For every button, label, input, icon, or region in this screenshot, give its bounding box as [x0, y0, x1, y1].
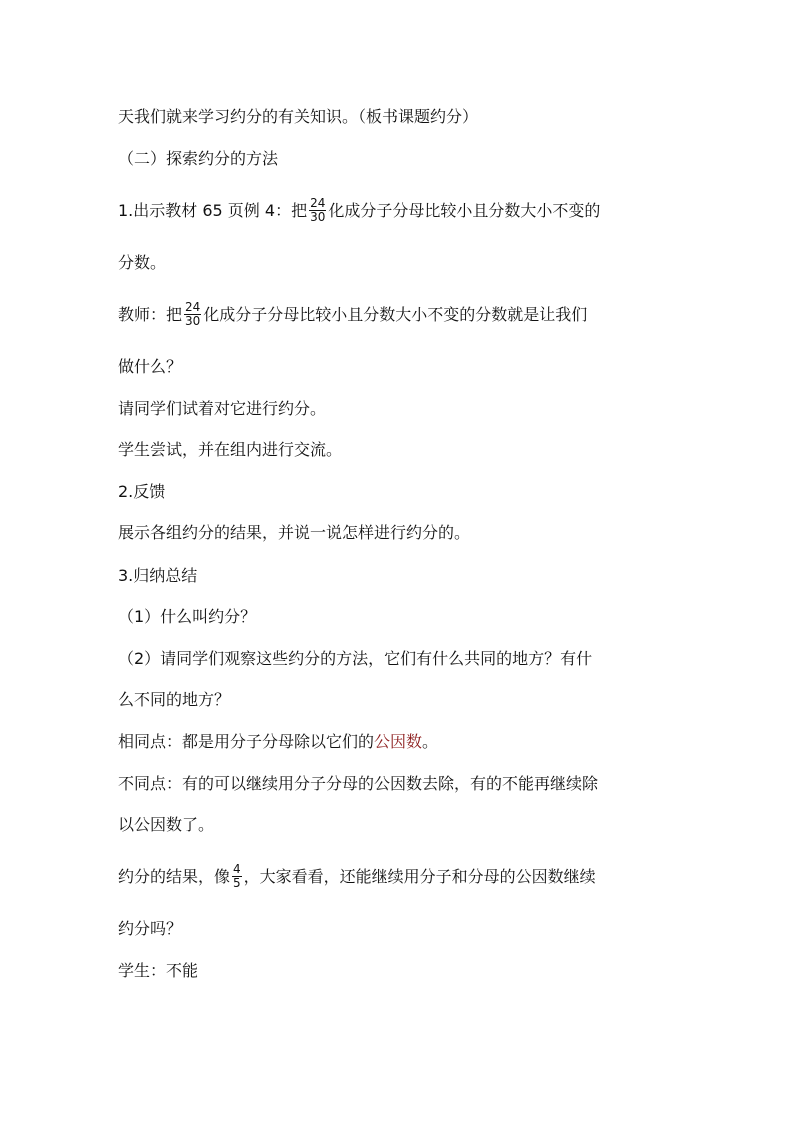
fraction-denominator: 30 [310, 210, 326, 224]
similarity-end: 。 [422, 732, 439, 751]
example-prompt-lead: 1.出示教材 65 页例 4：把 [118, 201, 308, 220]
result-question-continued: 约分吗？ [118, 919, 183, 938]
student-activity: 学生尝试，并在组内进行交流。 [118, 440, 343, 459]
difference-line: 不同点：有的可以继续用分子分母的公因数去除，有的不能再继续除 [118, 774, 599, 793]
teacher-question-tail: 化成分子分母比较小且分数大小不变的分数就是让我们 [203, 305, 588, 324]
teacher-question [118, 302, 734, 329]
fraction-24-30 [309, 197, 326, 224]
fraction-numerator: 4 [233, 862, 241, 876]
paragraph-intro: 天我们就来学习约分的有关知识。（板书课题约分） [118, 107, 479, 126]
instruction-line: 请同学们试着对它进行约分。 [118, 399, 327, 418]
example-prompt-continued: 分数。 [118, 253, 167, 272]
similarity-line [118, 731, 734, 753]
example-prompt [118, 198, 734, 225]
fraction-denominator: 30 [185, 314, 201, 328]
fraction-numerator: 24 [185, 300, 201, 314]
student-answer: 学生：不能 [118, 961, 199, 980]
fraction-numerator: 24 [310, 196, 326, 210]
fraction-4-5 [232, 863, 242, 890]
feedback-text: 展示各组约分的结果，并说一说怎样进行约分的。 [118, 523, 471, 542]
difference-line-continued: 以公因数了。 [118, 815, 215, 834]
result-question [118, 864, 734, 891]
section-heading: （二）探索约分的方法 [118, 149, 279, 168]
fraction-24-30-second [184, 301, 201, 328]
highlighted-term: 公因数 [374, 732, 423, 751]
fraction-denominator: 5 [233, 876, 241, 890]
question-1: （1）什么叫约分？ [118, 607, 257, 626]
question-2: （2）请同学们观察这些约分的方法，它们有什么共同的地方？有什 [118, 649, 593, 668]
step-feedback-heading: 2.反馈 [118, 482, 166, 501]
teacher-question-continued: 做什么？ [118, 357, 183, 376]
similarity-text: 相同点：都是用分子分母除以它们的 [118, 732, 375, 751]
step-summary-heading: 3.归纳总结 [118, 566, 198, 585]
result-question-tail: ，大家看看，还能继续用分子和分母的公因数继续 [243, 867, 596, 886]
result-question-lead: 约分的结果，像 [118, 867, 231, 886]
example-prompt-tail: 化成分子分母比较小且分数大小不变的 [328, 201, 601, 220]
question-2-continued: 么不同的地方？ [118, 690, 231, 709]
teacher-question-lead: 教师：把 [118, 305, 183, 324]
